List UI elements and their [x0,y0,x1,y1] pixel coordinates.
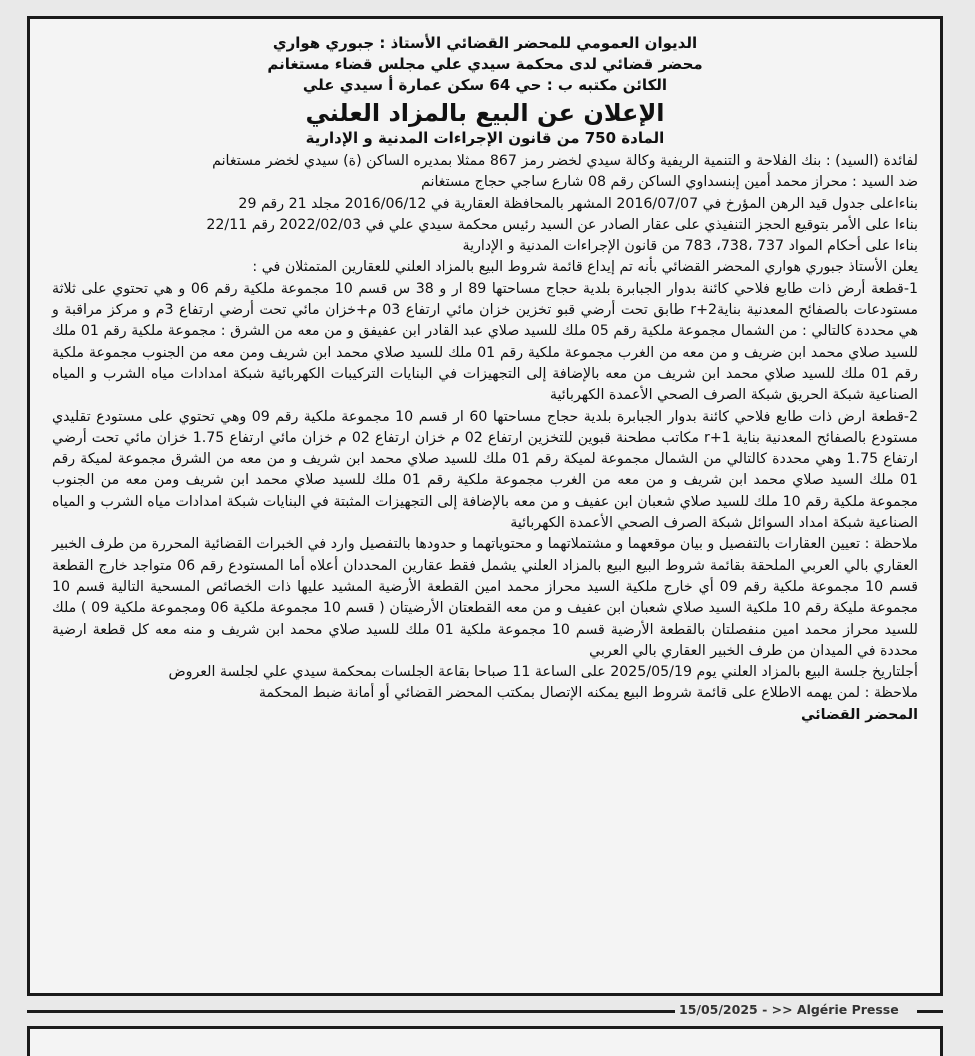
defendant-paragraph: ضد السيد : محراز محمد أمين إبنسداوي الساكن رقم 08 شارع ساجي حجاج مستغانم [421,174,918,191]
signature: المحضر القضائي [800,706,918,723]
notice-header [52,33,918,149]
legal-articles-paragraph: بناءا على أحكام المواد 737 ،738، 783 من قانون الإجراءات المدنية و الإدارية [462,238,918,255]
notice-subtitle: المادة 750 من قانون الإجراءات المدنية و الإدارية [305,129,665,147]
next-notice-box [27,1026,943,1056]
announcement-paragraph: يعلن الأستاذ جبوري هواري المحضر القضائي بأنه تم إيداع قائمة شروط البيع بالمزاد العلني للعقارين المتمثلان في : [252,259,918,276]
footer-rule-left [27,1010,675,1013]
session-date-paragraph: أجلتاريخ جلسة البيع بالمزاد العلني يوم 2025/05/19 على الساعة 11 صباحا بقاعة الجلسات بمحكمة سيدي علي لجلسة العروض [168,664,918,681]
notice-title: الإعلان عن البيع بالمزاد العلني [305,99,665,127]
legal-notice [27,16,943,996]
beneficiary-paragraph: لفائدة (السيد) : بنك الفلاحة و التنمية الريفية وكالة سيدي لخضر رمز 867 ممثلا بمديره الساكن (ة) سيدي لخضر مستغانم [212,153,918,169]
notice-body [52,151,918,726]
bailiff-title: محضر قضائي لدى محكمة سيدي علي مجلس قضاء مستغانم [267,55,703,73]
office-name: الديوان العمومي للمحضر القضائي الأستاذ : جبوري هواري [272,34,698,52]
seizure-order-paragraph: بناءا على الأمر بتوقيع الحجز التنفيذي على عقار الصادر عن السيد رئيس محكمة سيدي علي في 2022/02/03 رقم 22/11 [206,216,918,233]
property-1-paragraph: 1-قطعة أرض ذات طابع فلاحي كائنة بدوار الجبابرة بلدية حجاج مساحتها 89 ار و 38 س قسم 10 مجموعة ملكية رقم 06 و هي تحتوي على ثلاثة مستودعات بالصفائح المعدنية بناية2+r طابق تحت أرضي قبو تخزين خزان مائي ارتفاع 03 م+خزان مائي تحت أرضي ارتفاع 3م و مركز مراقبة و هي محددة كالتالي : من الشمال مجموعة ملكية رقم 05 ملك للسيد صلاي عبد القادر ابن عفيفق و من معه من الشرق : مجموعة ملكية رقم 01 ملك للسيد صلاي محمد ابن ضريف و من معه من الغرب مجموعة ملكية رقم 01 ملك للسيد صلاي محمد ابن شريف ومن معه من الجنوب مجموعة ملكية رقم 01 ملك للسيد صلاي محمد ابن شريف من معه بالإضافة إلى التجهيزات في البنايات التركيبات الكهربائية شبكة امدادات مياه الشرب و المياه الصناعية شبكة الحريق شبكة الصرف الصحي الأعمدة الكهربائية [52,280,919,404]
source-label: 15/05/2025 - >> Algérie Presse [679,1002,899,1017]
office-address: الكائن مكتبه ب : حي 64 سكن عمارة أ سيدي علي [302,76,668,94]
mortgage-paragraph: بناءاعلى جدول قيد الرهن المؤرخ في 2016/07/07 المشهر بالمحافظة العقارية في 2016/06/12 مجلد 21 رقم 29 [238,195,918,212]
contact-remark-paragraph: ملاحظة : لمن يهمه الاطلاع على قائمة شروط البيع يمكنه الإتصال بمكتب المحضر القضائي أو أمانة ضبط المحكمة [258,685,918,702]
footer-rule-right [917,1010,943,1013]
property-2-paragraph: 2-قطعة ارض ذات طابع فلاحي كائنة بدوار الجبابرة بلدية حجاج مساحتها 60 ار قسم 10 مجموعة ملكية رقم 09 وهي تحتوي على مستودع تقليدي مستودع بالصفائح المعدنية بناية 1+r مكاتب مطحنة قبوين للتخزين ارتفاع 02 م خزان ارتفاع 02 م خزان مائي ارتفاع 1.75 خزان مائي تحت أرضي ارتفاع 1.75 وهي محددة كالتالي من الشمال مجموعة لميكة رقم 01 ملك للسيد صلاي محمد ابن شريف و من معه من الشرق مجموعة لميكة رقم 01 ملك السيد صلاي محمد ابن شريف و من معه من الغرب مجموعة ملكية رقم 01 ملك للسيد صلاي محمد ابن شريف ومن معه من الجنوب مجموعة ملكية رقم 10 ملك للسيد صلاي شعبان ابن عفيف و من معه بالإضافة إلى التجهيزات المثبتة في البنايات شبكة امدادات مياه الشرب و المياه الصناعية شبكة امداد السوائل شبكة الصرف الصحي الأعمدة الكهربائية [52,408,919,532]
remark-paragraph: ملاحظة : تعيين العقارات بالتفصيل و بيان موقعهما و مشتملاتهما و محتوياتهما و حدودها بالتفصيل وارد في الخبرات القضائية المحررة من طرف الخبير العقاري بالي العربي الملحقة بقائمة شروط البيع البيع بالمزاد العلني يشمل فقط عقارين المحددان أعلاه أما المستودع رقم 06 متواجد خارج القطعة قسم 10 مجموعة ملكية رقم 09 أي خارج ملكية السيد محراز محمد امين القطعة الأرضية المشيد عليها ذات الخصائص المسحية التالية قسم 10 مجموعة مليكة رقم 10 ملكية السيد صلاي شعبان ابن عفيف و من معه القطعتان الأرضيتان ( قسم 10 مجموعة ملكية 06 ومجموعة ملكية 09 ) ملك للسيد محراز محمد امين منفصلتان بالقطعة الأرضية قسم 10 مجموعة ملكية 01 ملك للسيد صلاي محمد ابن شريف و منه معه كل قطعة ارضية محددة في الميدان من طرف الخبير العقاري بالي العربي [52,536,919,659]
source-footer [27,1000,943,1022]
